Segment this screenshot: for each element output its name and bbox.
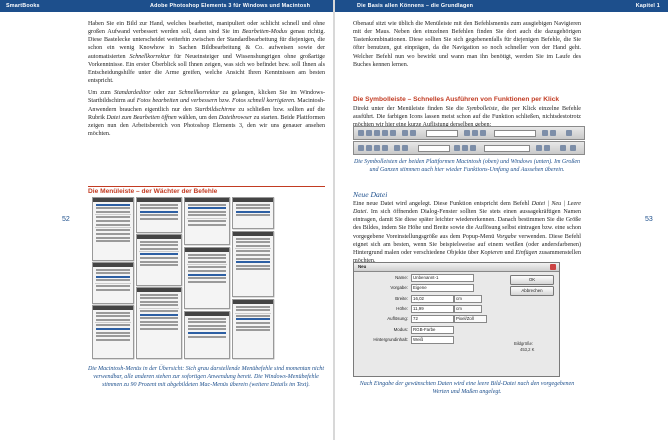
header-book-title: Adobe Photoshop Elements 3 für Windows und Macintosh — [150, 3, 311, 9]
close-icon[interactable] — [550, 264, 556, 270]
paragraph-1: Haben Sie ein Bild zur Hand, welches bearbeitet, manipuliert oder schlicht schnell und ohne großen Aufwand verbessert werden soll, dann sind Sie im Bearbeiten-Modus genau richtig. Diese Bastelecke unterscheidet weiterhin zwischen der Standardbearbeitung für diejenigen, die schon ein wenig Knowhow in Sachen Bildbearbeitung & Co. aufweisen sowie der automatisierten Schnellkorrektur für Neueinsteiger und Wissenshungrigen ohne großartige Vorkenntnisse. Ein erster Überblick soll Ihnen zeigen, was sich wo befindet bzw. soll Ihnen als Entscheidungshilfe unter die Arme greifen, welche Ansicht Ihren Kenntnissen am besten entspricht. — [88, 21, 325, 85]
windows-toolbar — [353, 141, 585, 155]
field-row-height: Höhe: 11,99 cm — [354, 304, 504, 313]
menu-panel — [184, 197, 230, 245]
neue-datei-paragraph: Eine neue Datei wird angelegt. Diese Funktion entspricht dem Befehl Datei | Neu | Leere Datei. Im sich öffnenden Dialog-Fenster sollten Sie stets einen aussagekräftigen Namen eintragen, damit Sie diese später leichter wiedererkennen. Danach bestimmen Sie die Größe des Bildes, indem Sie Höhe und Breite sowie die Auflösung selbst eintragen bzw. eine schon vorgegebene Voreinstellungsgröße aus dem Popup-Menü Vorgabe verwenden. Diese Befehl eignet sich am besten, wenn Sie beispielsweise auf einem weißen (oder andersfarbenen) Hintergrund malen oder verschiedene Objekte über Kopieren und Einfügen zusammenstellen — [353, 201, 581, 256]
height-input[interactable]: 11,99 — [411, 305, 454, 313]
neue-datei-text — [353, 200, 581, 269]
background-select[interactable]: Weiß — [411, 336, 454, 344]
image-size-value: 453,2 K — [520, 347, 535, 352]
menu-panel — [184, 247, 230, 309]
menu-panel — [92, 262, 134, 304]
left-body-text — [88, 20, 325, 142]
width-unit-select[interactable]: cm — [454, 295, 482, 303]
toolbar-paragraph: Direkt unter der Menüleiste finden Sie die Symbolleiste, die per Klick einzelne Befehle ausführt. Die farbigen Icons lassen meist schon auf die Funktion schließen, nichtsdestotrotz — [353, 106, 581, 121]
right-running-header — [335, 0, 668, 12]
field-row-preset: Vorgabe: Eigene — [354, 283, 504, 292]
menus-caption: Die Macintosh-Menüs in der Übersicht: Sich grau darstellende Menübefehle sind momentan nicht verwendbar, alle anderen stehen zur sofortigen Anwendung bereit. Die Windows-Menübefehle stimmen zu 90 Prozent mit abgebildeten Mac-Menüs überein (weitere Details im Text). — [87, 366, 325, 388]
field-row-name: Name: Unbenannt-1 — [354, 273, 504, 282]
preset-select[interactable]: Eigene — [411, 284, 474, 292]
name-input[interactable]: Unbenannt-1 — [411, 274, 474, 282]
menu-panel — [136, 234, 182, 286]
left-page — [0, 0, 333, 440]
mode-select[interactable]: RGB-Farbe — [411, 326, 454, 334]
header-chapter: Kapitel 1 — [635, 3, 660, 9]
field-row-width: Breite: 16,02 cm — [354, 294, 504, 303]
image-size-readout — [514, 341, 534, 353]
toolbar-screenshots — [353, 126, 583, 156]
page-number-right: 53 — [645, 216, 653, 223]
section-heading-menubar: Die Menüleiste – der Wächter der Befehle — [88, 186, 325, 195]
menu-panel — [184, 311, 230, 359]
dialog-titlebar — [354, 263, 559, 272]
resolution-input[interactable]: 72 — [411, 315, 454, 323]
menu-panel — [92, 305, 134, 359]
dialog-title: Neu — [358, 264, 367, 269]
width-input[interactable]: 16,02 — [411, 295, 454, 303]
field-row-background: Hintergrundinhalt: Weiß — [354, 335, 504, 344]
subsection-heading-neue-datei: Neue Datei — [353, 190, 388, 199]
toolbar-caption: Die Symbolleisten der beiden Plattformen Macintosh (oben) und Windows (unten). Im Großen und Ganzen stimmen auch hier wieder Funktions-Umfang und Aussehen überein. — [353, 159, 581, 173]
height-unit-select[interactable]: cm — [454, 305, 482, 313]
menu-panel — [92, 197, 134, 261]
header-brand: SmartBooks — [6, 3, 40, 9]
section-heading-toolbar: Die Symbolleiste – Schnelles Ausführen von Funktionen per Klick — [353, 96, 560, 103]
menu-panel — [232, 299, 274, 359]
mac-toolbar — [353, 126, 585, 140]
menu-panel — [232, 197, 274, 229]
page-number-left: 52 — [62, 216, 70, 223]
ok-button[interactable]: OK — [510, 275, 554, 285]
right-intro-text — [353, 20, 581, 73]
header-section-title: Die Basis allen Könnens – die Grundlagen — [357, 3, 474, 9]
paragraph-2: Um zum Standardeditor oder zur Schnellkorrektur zu gelangen, klicken Sie im Windows-Startbildschirm auf Fotos bearbeiten und verbessern bzw. Fotos schnell korrigieren. Macintosh-Anwendern brauchen eigentlich nur den Startbildschirme zu schließen bzw. sollten auf die Rubrik Datei zum Bearbeiten öffnen wählen, um den Dateibrowser zu starten. Beide Plattformen zeigen nun den Arbeitsbereich von Photoshop Elements 3, den wir uns genauer ansehen möchten. — [88, 90, 326, 138]
resolution-unit-select[interactable]: Pixel/Zoll — [454, 315, 487, 323]
left-running-header — [0, 0, 333, 12]
intro-paragraph: Obenauf sitzt wie üblich die Menüleiste mit den Befehlsmenüs zum ausgiebigen Navigieren mit der Maus. Neben den einzelnen Befehlen finden Sie dort auch die dazugehörigen Tastenkombinationen. Diese sollten Sie sich gegebenenfalls für diejenigen Befehle, die Sie öfter benutzen, gut einprägen, da die Navigation so noch schneller von der Hand geht. Welcher Befehl nun wo bewirkt und wann man ihn benötigt, werden Sie im Laufe des Buches kennen lernen. — [353, 21, 581, 68]
right-page — [335, 0, 668, 440]
dialog-caption: Nach Eingabe der gewünschten Daten wird eine leere Bild-Datei nach den vorgegebenen Werten und Maßen angelegt. — [359, 381, 575, 395]
field-row-resolution: Auflösung: 72 Pixel/Zoll — [354, 314, 504, 323]
menu-panel — [136, 197, 182, 233]
menu-panel — [232, 231, 274, 297]
mac-menus-screenshot — [92, 197, 272, 359]
menu-panel — [136, 287, 182, 359]
cancel-button[interactable]: Abbrechen — [510, 286, 554, 296]
field-row-mode: Modus: RGB-Farbe — [354, 325, 504, 334]
image-size-label: Bildgröße: — [514, 341, 534, 346]
new-file-dialog — [353, 262, 560, 377]
